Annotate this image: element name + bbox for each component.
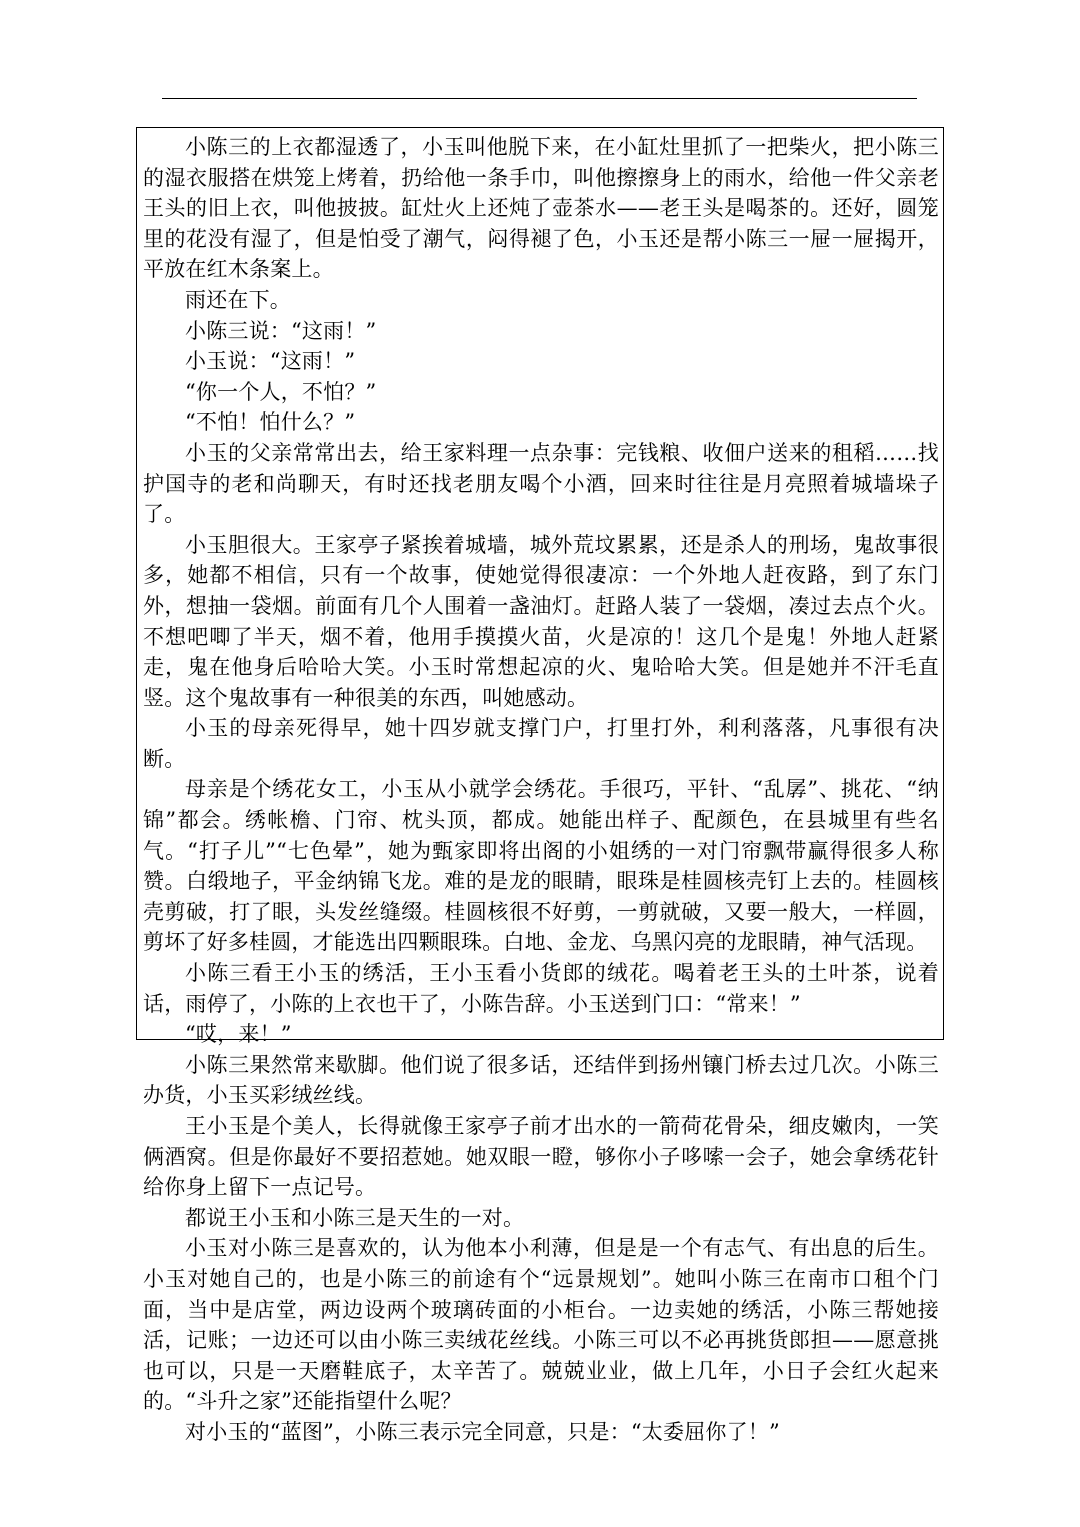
story-text-box bbox=[136, 127, 944, 1444]
paragraph: 小玉胆很大。王家亭子紧挨着城墙，城外荒坟累累，还是杀人的刑场，鬼故事很多，她都不相信，只有一个故事，使她觉得很凄凉：一个外地人赶夜路，到了东门外，想抽一袋烟。前面有几个人围着一盏油灯。赶路人装了一袋烟，凑过去点个火。不想吧唧了半天，烟不着，他用手摸摸火苗，火是凉的！这几个是鬼！外地人赶紧走，鬼在他身后哈哈大笑。小玉时常想起凉的火、鬼哈哈大笑。但是她并不汗毛直竖。这个鬼故事有一种很美的东西，叫她感动。 bbox=[143, 532, 939, 710]
paragraph: 小玉说：“这雨！” bbox=[185, 349, 356, 374]
paragraph: 小陈三的上衣都湿透了，小玉叫他脱下来，在小缸灶里抓了一把柴火，把小陈三的湿衣服搭在烘笼上烤着，扔给他一条手巾，叫他擦擦身上的雨水，给他一件父亲老王头的旧上衣，叫他披披。缸灶火上还炖了壶茶水——老王头是喝茶的。还好，圆笼里的花没有湿了，但是怕受了潮气，闷得褪了色，小玉还是帮小陈三一屉一屉揭开，平放在红木条案上。 bbox=[143, 135, 939, 282]
header-rule bbox=[162, 98, 917, 99]
paragraph: 都说王小玉和小陈三是天生的一对。 bbox=[185, 1205, 525, 1230]
paragraph: 小玉的母亲死得早，她十四岁就支撑门户，打里打外，利利落落，凡事很有决断。 bbox=[143, 716, 939, 771]
paragraph: 小玉的父亲常常出去，给王家料理一点杂事：完钱粮、收佃户送来的租稻……找护国寺的老和尚聊天，有时还找老朋友喝个小酒，回来时往往是月亮照着城墙垛子了。 bbox=[143, 440, 939, 527]
paragraph: “你一个人，不怕？” bbox=[185, 379, 377, 404]
paragraph: 对小玉的“蓝图”，小陈三表示完全同意，只是：“太委屈你了！” bbox=[185, 1419, 780, 1444]
paragraph: 母亲是个绣花女工，小玉从小就学会绣花。手很巧，平针、“乱孱”、挑花、“纳锦”都会。绣帐檐、门帘、枕头顶，都成。她能出样子、配颜色，在县城里有些名气。“打子儿”“七色晕”，她为甄家即将出阁的小姐绣的一对门帘飘带赢得很多人称赞。白缎地子，平金纳锦飞龙。难的是龙的眼睛，眼珠是桂圆核壳钉上去的。桂圆核壳剪破，打了眼，头发丝缝缀。桂圆核很不好剪，一剪就破，又要一般大，一样圆，剪坏了好多桂圆，才能选出四颗眼珠。白地、金龙、乌黑闪亮的龙眼睛，神气活现。 bbox=[143, 777, 939, 955]
paragraph: 小陈三果然常来歇脚。他们说了很多话，还结伴到扬州镶门桥去过几次。小陈三办货，小玉买彩绒丝线。 bbox=[143, 1052, 939, 1108]
paragraph: “不怕！怕什么？” bbox=[185, 410, 356, 435]
paragraph: 小陈三看王小玉的绣活，王小玉看小货郎的绒花。喝着老王头的土叶茶，说着话，雨停了，小陈的上衣也干了，小陈告辞。小玉送到门口：“常来！” bbox=[143, 961, 939, 1016]
paragraph: 小陈三说：“这雨！” bbox=[185, 318, 377, 343]
paragraph: 小玉对小陈三是喜欢的，认为他本小利薄，但是是一个有志气、有出息的后生。小玉对她自己的，也是小陈三的前途有个“远景规划”。她叫小陈三在南市口租个门面，当中是店堂，两边设两个玻璃砖面的小柜台。一边卖她的绣活，小陈三帮她接活，记账；一边还可以由小陈三卖绒花丝线。小陈三可以不必再挑货郎担——愿意挑也可以，只是一天磨鞋底子，太辛苦了。兢兢业业，做上几年，小日子会红火起来的。“斗升之家”还能指望什么呢？ bbox=[143, 1236, 939, 1414]
paragraph: 王小玉是个美人，长得就像王家亭子前才出水的一箭荷花骨朵，细皮嫩肉，一笑俩酒窝。但是你最好不要招惹她。她双眼一瞪，够你小子哆嗦一会子，她会拿绣花针给你身上留下一点记号。 bbox=[143, 1114, 939, 1200]
paragraph: 雨还在下。 bbox=[185, 287, 291, 312]
paragraph: “哎，来！” bbox=[185, 1022, 292, 1047]
